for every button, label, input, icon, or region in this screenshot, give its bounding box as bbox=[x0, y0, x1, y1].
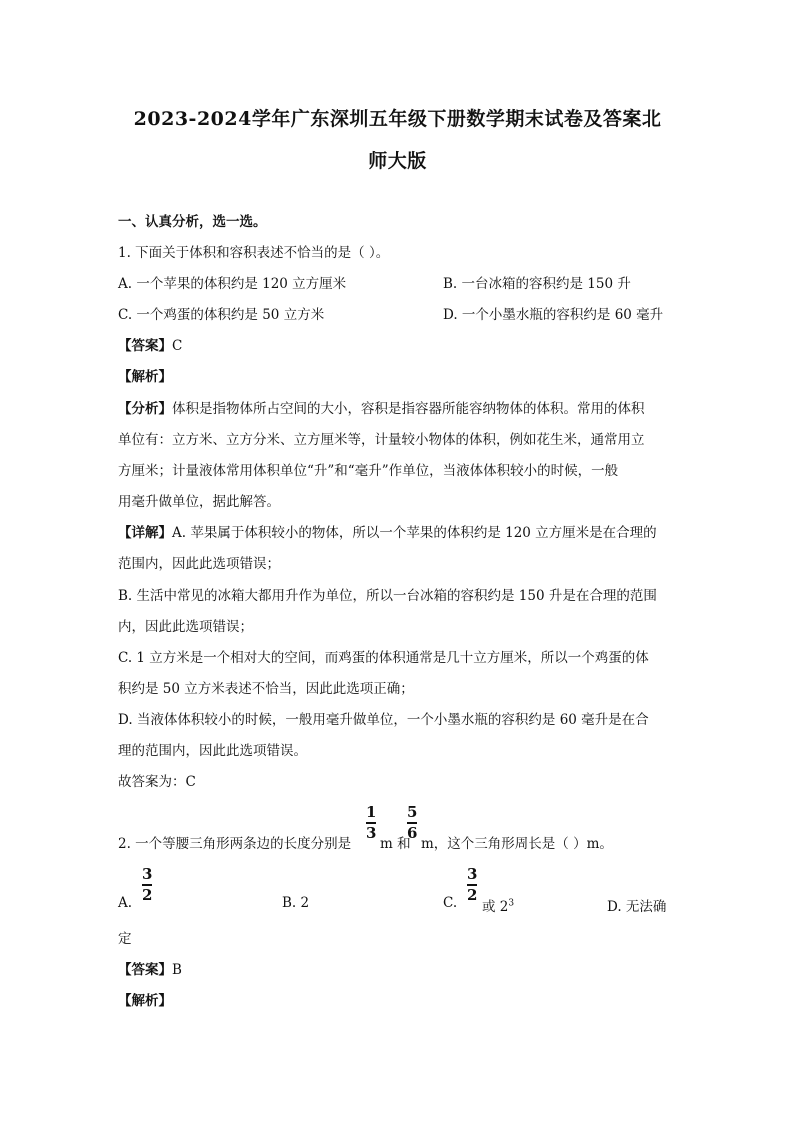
q1-analysis-tag: 【解析】 bbox=[118, 369, 172, 385]
q1-xiangjie-line-2: 范围内，因此此选项错误； bbox=[118, 556, 280, 572]
q2-option-a-fraction bbox=[142, 866, 152, 904]
q1-xiangjie-line-4: 内，因此此选项错误； bbox=[118, 619, 253, 635]
q1-xiangjie-line-5: C. 1 立方米是一个相对大的空间，而鸡蛋的体积通常是几十立方厘米，所以一个鸡蛋的体 bbox=[118, 650, 649, 666]
q1-conclusion: 故答案为：C bbox=[118, 774, 196, 790]
fraction-denominator: 2 bbox=[142, 885, 153, 904]
section-heading: 一、认真分析，选一选。 bbox=[118, 214, 267, 230]
q1-stem: 1. 下面关于体积和容积表述不恰当的是（ ）。 bbox=[118, 245, 390, 261]
q1-xiangjie-line-1 bbox=[118, 521, 657, 541]
answer-tag: 【答案】 bbox=[118, 962, 172, 978]
q1-xiangjie-line-6: 积约是 50 立方米表述不恰当，因此此选项正确； bbox=[118, 681, 414, 697]
q1-xiangjie-line-8: 理的范围内，因此此选项错误。 bbox=[118, 743, 307, 759]
option-c-text: 或 2 bbox=[482, 899, 509, 915]
xiangjie-tag: 【详解】 bbox=[118, 525, 172, 541]
q2-option-c-tail bbox=[482, 895, 514, 915]
fraction-denominator: 2 bbox=[467, 885, 478, 904]
fraction-numerator: 5 bbox=[407, 803, 418, 821]
q2-analysis-tag: 【解析】 bbox=[118, 993, 172, 1009]
q1-fenxi-line-3: 方厘米；计量液体常用体积单位“升”和“毫升”作单位，当液体体积较小的时候，一般 bbox=[118, 463, 619, 479]
fraction-numerator: 3 bbox=[142, 865, 153, 883]
q2-fraction-one-third bbox=[366, 804, 376, 842]
q1-fenxi-line-4: 用毫升做单位，据此解答。 bbox=[118, 494, 280, 510]
q1-answer bbox=[118, 334, 182, 354]
fenxi-text: 体积是指物体所占空间的大小，容积是指容器所能容纳物体的体积。常用的体积 bbox=[172, 401, 645, 417]
document-title-line1: 2023-2024学年广东深圳五年级下册数学期末试卷及答案北 bbox=[133, 108, 662, 130]
document-title-line2: 师大版 bbox=[368, 150, 427, 172]
q2-option-d: D. 无法确 bbox=[607, 899, 667, 915]
q1-option-b: B. 一台冰箱的容积约是 150 升 bbox=[443, 276, 631, 292]
q2-option-c-fraction bbox=[467, 866, 477, 904]
answer-value: B bbox=[172, 962, 182, 978]
answer-tag: 【答案】 bbox=[118, 338, 172, 354]
fraction-denominator: 6 bbox=[407, 823, 418, 842]
q2-answer bbox=[118, 958, 182, 978]
option-c-exponent: 3 bbox=[508, 898, 515, 909]
xiangjie-text: A. 苹果属于体积较小的物体，所以一个苹果的体积约是 120 立方厘米是在合理的 bbox=[172, 525, 657, 541]
q1-xiangjie-line-3: B. 生活中常见的冰箱大都用升作为单位，所以一台冰箱的容积约是 150 升是在合理的范围 bbox=[118, 588, 657, 604]
q1-option-c: C. 一个鸡蛋的体积约是 50 立方米 bbox=[118, 307, 325, 323]
q2-option-b: B. 2 bbox=[282, 895, 310, 911]
fraction-numerator: 3 bbox=[467, 865, 478, 883]
q2-option-a-label: A. bbox=[118, 895, 133, 911]
q2-option-c-label: C. bbox=[443, 895, 458, 911]
q1-option-d: D. 一个小墨水瓶的容积约是 60 毫升 bbox=[443, 307, 664, 323]
q1-option-a: A. 一个苹果的体积约是 120 立方厘米 bbox=[118, 276, 347, 292]
answer-value: C bbox=[172, 338, 183, 354]
q2-fraction-five-sixths bbox=[407, 804, 417, 842]
q2-unit-and: m 和 bbox=[380, 836, 411, 852]
fenxi-tag: 【分析】 bbox=[118, 401, 172, 417]
q1-fenxi-line-1 bbox=[118, 397, 645, 417]
q2-option-d-continued: 定 bbox=[118, 931, 132, 947]
q2-stem-part-b: m，这个三角形周长是（ ）m。 bbox=[421, 836, 613, 852]
q1-xiangjie-line-7: D. 当液体体积较小的时候，一般用毫升做单位，一个小墨水瓶的容积约是 60 毫升是在合 bbox=[118, 712, 649, 728]
fraction-numerator: 1 bbox=[366, 803, 377, 821]
q1-fenxi-line-2: 单位有：立方米、立方分米、立方厘米等，计量较小物体的体积，例如花生米，通常用立 bbox=[118, 432, 645, 448]
q2-stem-part-a: 2. 一个等腰三角形两条边的长度分别是 bbox=[118, 836, 352, 852]
fraction-denominator: 3 bbox=[366, 823, 377, 842]
